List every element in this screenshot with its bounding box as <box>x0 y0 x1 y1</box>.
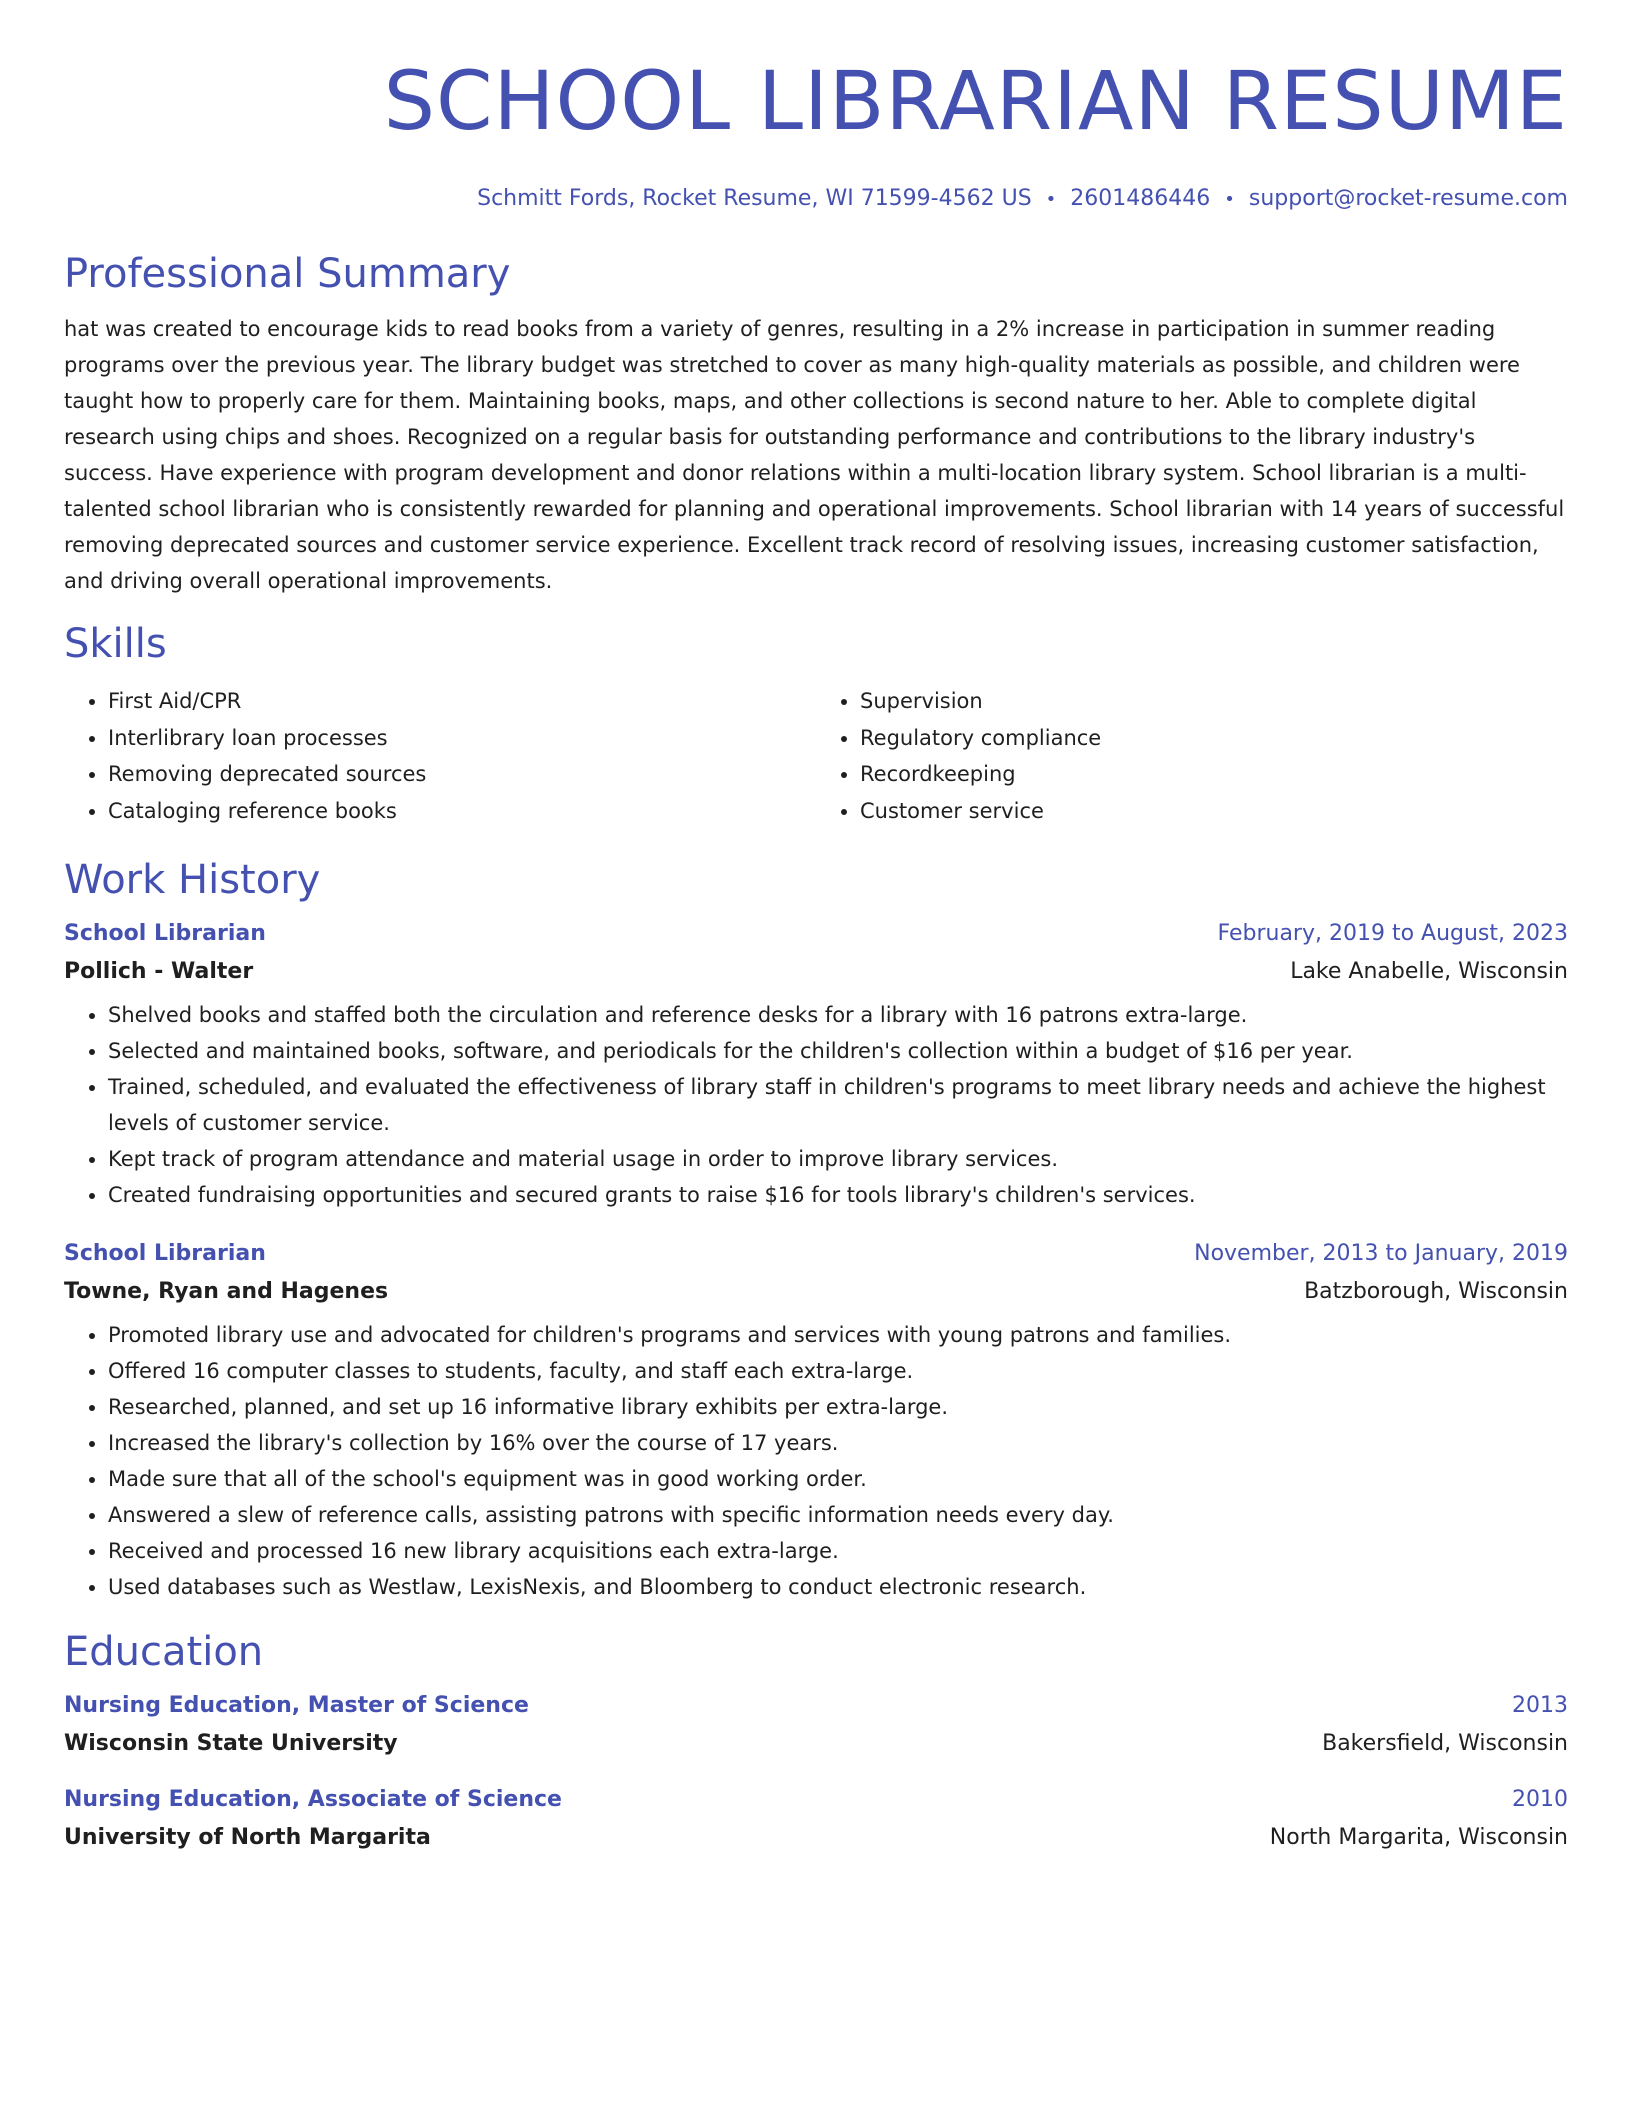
job-employer-row <box>64 957 1568 987</box>
skill-item: • Customer service <box>860 793 1568 830</box>
work-history-section <box>64 855 1568 1605</box>
job-bullets <box>64 1317 1568 1605</box>
summary-text: hat was created to encourage kids to read books from a variety of genres, resulting in a 2% increase in participation in summer reading programs over the previous year. The library budget was stretched to cover as many high-quality materials as possible, and children were taught how to properly care for them. Maintaining books, maps, and other collections is second nature to her. Able to complete digital research using chips and shoes. Recognized on a regular basis for outstanding performance and contributions to the library industry's success. Have experience with program development and donor relations within a multi-location library system. School librarian is a multi-talented school librarian who is consistently rewarded for planning and operational improvements. School librarian with 14 years of successful removing deprecated sources and customer service experience. Excellent track record of resolving issues, increasing customer satisfaction, and driving overall operational improvements. <box>64 317 1565 593</box>
resume-header <box>64 54 1568 215</box>
education-school-row <box>64 1729 1568 1759</box>
education-degree-row <box>64 1785 1568 1815</box>
job-bullet: • Kept track of program attendance and material usage in order to improve library services. <box>108 1141 1568 1177</box>
job-bullet: • Used databases such as Westlaw, LexisNexis, and Bloomberg to conduct electronic research. <box>108 1569 1568 1605</box>
education-school: University of North Margarita <box>64 1825 431 1850</box>
job-employer-row <box>64 1277 1568 1307</box>
summary-heading: Professional Summary <box>64 251 511 297</box>
job-entry <box>64 1239 1568 1605</box>
job-bullet: • Selected and maintained books, software, and periodicals for the children's collection within a budget of $16 per year. <box>108 1033 1568 1069</box>
skills-heading: Skills <box>64 621 167 667</box>
job-bullet: • Trained, scheduled, and evaluated the effectiveness of library staff in children's programs to meet library needs and achieve the highest levels of customer service. <box>108 1069 1568 1141</box>
job-bullet: • Promoted library use and advocated for children's programs and services with young patrons and families. <box>108 1317 1568 1353</box>
education-location: Bakersfield, Wisconsin <box>1322 1731 1568 1756</box>
job-bullet: • Offered 16 computer classes to students, faculty, and staff each extra-large. <box>108 1353 1568 1389</box>
job-header-row <box>64 1239 1568 1269</box>
skill-item: • Interlibrary loan processes <box>108 720 816 757</box>
job-location: Batzborough, Wisconsin <box>1304 1279 1568 1304</box>
job-dates: February, 2019 to August, 2023 <box>1217 921 1568 946</box>
skills-list-right <box>816 683 1568 829</box>
summary-section <box>64 249 1568 599</box>
education-year: 2010 <box>1512 1787 1568 1812</box>
education-entry <box>64 1785 1568 1853</box>
education-heading: Education <box>64 1629 264 1675</box>
contact-separator: • <box>1045 189 1057 210</box>
skill-item: • First Aid/CPR <box>108 683 816 720</box>
education-school: Wisconsin State University <box>64 1731 398 1756</box>
education-degree-row <box>64 1691 1568 1721</box>
job-bullet: • Shelved books and staffed both the circulation and reference desks for a library with 16 patrons extra-large. <box>108 997 1568 1033</box>
contact-email: support@rocket-resume.com <box>1248 186 1568 211</box>
education-entry <box>64 1691 1568 1759</box>
contact-phone: 2601486446 <box>1070 186 1211 211</box>
contact-separator: • <box>1224 189 1235 210</box>
education-location: North Margarita, Wisconsin <box>1269 1825 1568 1850</box>
skills-list-left <box>64 683 816 829</box>
job-bullet: • Received and processed 16 new library acquisitions each extra-large. <box>108 1533 1568 1569</box>
education-degree: Nursing Education, Associate of Science <box>64 1787 562 1812</box>
job-bullets <box>64 997 1568 1213</box>
job-employer: Pollich - Walter <box>64 959 254 984</box>
contact-line <box>64 184 1568 215</box>
job-dates: November, 2013 to January, 2019 <box>1194 1241 1568 1266</box>
skill-item: • Removing deprecated sources <box>108 756 816 793</box>
job-bullet: • Increased the library's collection by 16% over the course of 17 years. <box>108 1425 1568 1461</box>
job-title: School Librarian <box>64 921 266 946</box>
job-bullet: • Made sure that all of the school's equipment was in good working order. <box>108 1461 1568 1497</box>
skill-item: • Regulatory compliance <box>860 720 1568 757</box>
job-title: School Librarian <box>64 1241 266 1266</box>
skill-item: • Recordkeeping <box>860 756 1568 793</box>
job-bullet: • Created fundraising opportunities and secured grants to raise $16 for tools library's children's services. <box>108 1177 1568 1213</box>
skill-item: • Cataloging reference books <box>108 793 816 830</box>
work-history-heading: Work History <box>64 857 321 903</box>
job-entry <box>64 919 1568 1213</box>
job-bullet: • Researched, planned, and set up 16 informative library exhibits per extra-large. <box>108 1389 1568 1425</box>
education-section <box>64 1627 1568 1853</box>
education-year: 2013 <box>1512 1693 1568 1718</box>
resume-name: SCHOOL LIBRARIAN RESUME <box>383 55 1568 149</box>
skills-columns <box>64 683 1568 829</box>
skills-section <box>64 619 1568 829</box>
job-location: Lake Anabelle, Wisconsin <box>1290 959 1568 984</box>
education-degree: Nursing Education, Master of Science <box>64 1693 529 1718</box>
job-bullet: • Answered a slew of reference calls, assisting patrons with specific information needs every day. <box>108 1497 1568 1533</box>
contact-address: Schmitt Fords, Rocket Resume, WI 71599-4562 US <box>477 186 1032 211</box>
job-employer: Towne, Ryan and Hagenes <box>64 1279 389 1304</box>
job-header-row <box>64 919 1568 949</box>
education-school-row <box>64 1823 1568 1853</box>
skill-item: • Supervision <box>860 683 1568 720</box>
